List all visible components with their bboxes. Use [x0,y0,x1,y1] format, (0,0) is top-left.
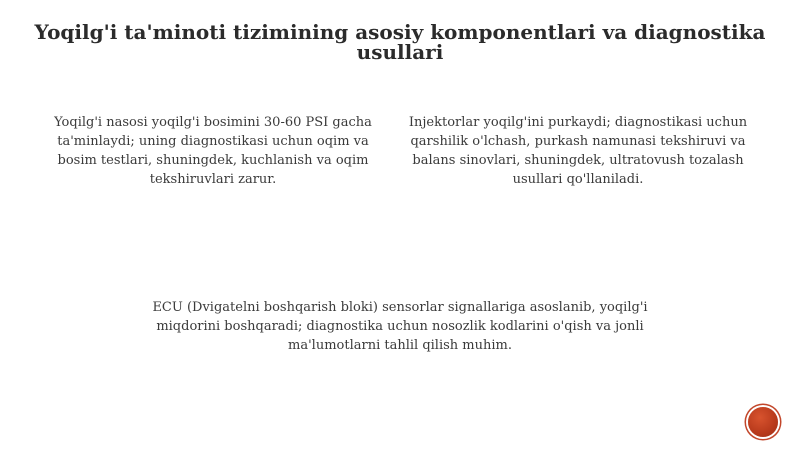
injectors-paragraph: Injektorlar yoqilg'ini purkaydi; diagnostikasi uchun qarshilik o'lchash, purkash namunasi tekshiruvi va balans sinovlari, shuningdek, ultratovush tozalash usullari qo'llaniladi. [408,115,748,187]
ecu-paragraph: ECU (Dvigatelni boshqarish bloki) sensorlar signallariga asoslanib, yoqilg'i miqdorini boshqaradi; diagnostika uchun nosozlik kodlarini o'qish va jonli ma'lumotlarni tahlil qilish muhim. [152,300,648,353]
circle-nav-icon[interactable] [748,407,778,437]
slide-title: Yoqilg'i ta'minoti tizimining asosiy komponentlari va diagnostika usullari [34,20,766,64]
fuel-pump-paragraph: Yoqilg'i nasosi yoqilg'i bosimini 30-60 PSI gacha ta'minlaydi; uning diagnostikasi uchun oqim va bosim testlari, shuningdek, kuchlanish va oqim tekshiruvlari zarur. [54,115,372,187]
